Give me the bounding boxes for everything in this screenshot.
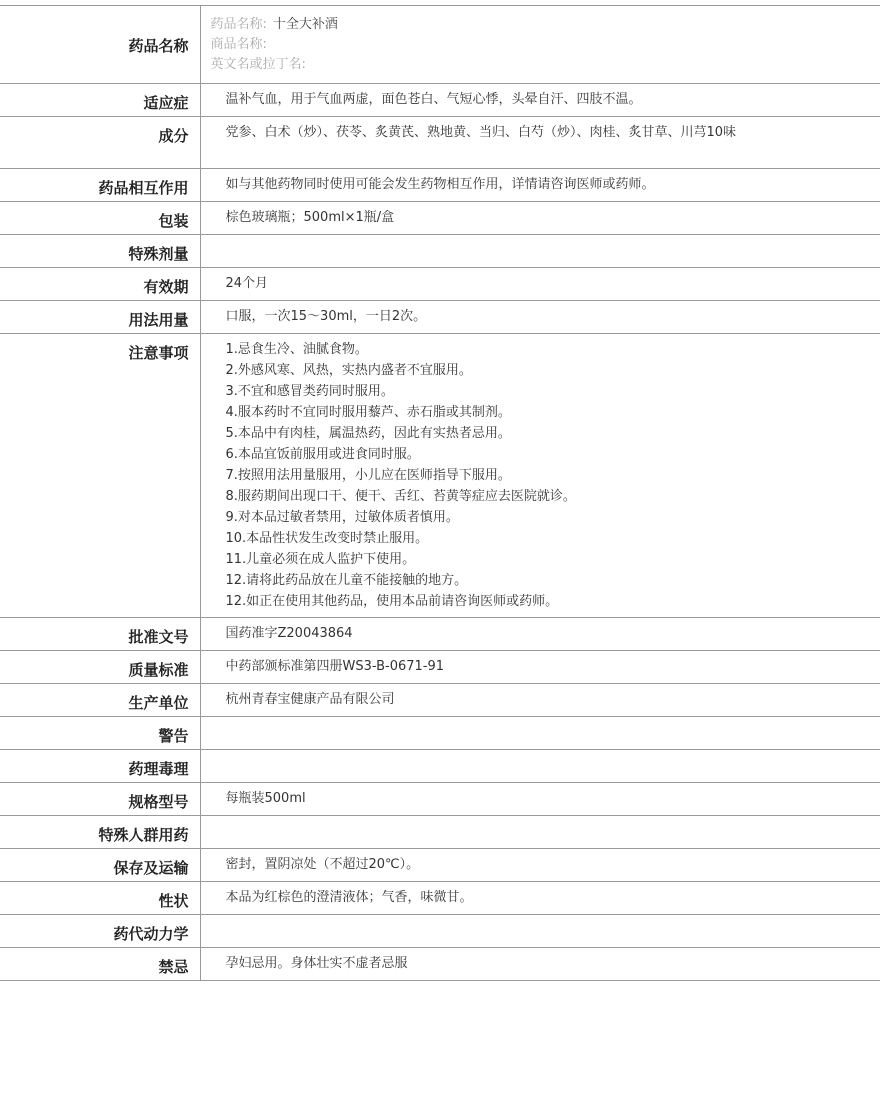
- row-label: 成分: [0, 117, 200, 169]
- row-precautions: [0, 334, 880, 618]
- row-label: 包装: [0, 202, 200, 235]
- row-drug-name: [0, 6, 880, 84]
- generic-name-line: [211, 15, 871, 35]
- row-label: 规格型号: [0, 783, 200, 816]
- row-label: 性状: [0, 882, 200, 915]
- row-ingredients: [0, 117, 880, 169]
- row-label: 批准文号: [0, 618, 200, 651]
- drug-spec-table: [0, 5, 880, 981]
- trade-name-key: 商品名称:: [210, 37, 267, 52]
- row-label: 禁忌: [0, 948, 200, 981]
- row-value: 口服，一次15～30ml，一日2次。: [200, 301, 880, 334]
- row-value: [200, 235, 880, 268]
- row-approval-number: [0, 618, 880, 651]
- row-indications: [0, 84, 880, 117]
- precaution-item: 7.按照用法用量服用，小儿应在医师指导下服用。: [225, 468, 511, 483]
- row-label: 药理毒理: [0, 750, 200, 783]
- row-shelf-life: [0, 268, 880, 301]
- row-storage-transport: [0, 849, 880, 882]
- row-value: 密封，置阴凉处（不超过20℃）。: [200, 849, 880, 882]
- row-value: 孕妇忌用。身体壮实不虚者忌服: [200, 948, 880, 981]
- row-value: 棕色玻璃瓶；500ml×1瓶/盒: [200, 202, 880, 235]
- row-specification: [0, 783, 880, 816]
- row-special-populations: [0, 816, 880, 849]
- row-label: 药代动力学: [0, 915, 200, 948]
- english-name-key: 英文名或拉丁名:: [210, 57, 306, 72]
- row-packaging: [0, 202, 880, 235]
- english-name-line: [211, 55, 871, 75]
- row-value: 中药部颁标准第四册WS3-B-0671-91: [200, 651, 880, 684]
- row-label: 药品相互作用: [0, 169, 200, 202]
- row-special-dosage: [0, 235, 880, 268]
- row-label: 警告: [0, 717, 200, 750]
- row-value: 24个月: [200, 268, 880, 301]
- precaution-item: 1.忌食生冷、油腻食物。: [225, 342, 368, 357]
- trade-name-line: [211, 35, 871, 55]
- row-value: 本品为红棕色的澄清液体；气香，味微甘。: [200, 882, 880, 915]
- row-description: [0, 882, 880, 915]
- row-value: [200, 717, 880, 750]
- precaution-item: 11.儿童必须在成人监护下使用。: [225, 552, 416, 567]
- generic-name-value: 十全大补酒: [272, 17, 338, 32]
- row-value: 温补气血，用于气血两虚，面色苍白、气短心悸，头晕自汗、四肢不温。: [200, 84, 880, 117]
- row-toxicology: [0, 750, 880, 783]
- precaution-item: 12.请将此药品放在儿童不能接触的地方。: [225, 573, 468, 588]
- precaution-item: 9.对本品过敏者禁用，过敏体质者慎用。: [225, 510, 459, 525]
- row-value: 党参、白术（炒）、茯苓、炙黄芪、熟地黄、当归、白芍（炒）、肉桂、炙甘草、川芎10味: [200, 117, 880, 169]
- precaution-item: 8.服药期间出现口干、便干、舌红、苔黄等症应去医院就诊。: [225, 489, 576, 504]
- precaution-item: 2.外感风寒、风热，实热内盛者不宜服用。: [225, 363, 472, 378]
- row-label: 生产单位: [0, 684, 200, 717]
- row-label: 特殊剂量: [0, 235, 200, 268]
- precaution-item: 10.本品性状发生改变时禁止服用。: [225, 531, 429, 546]
- row-label: 有效期: [0, 268, 200, 301]
- row-value: 国药准字Z20043864: [200, 618, 880, 651]
- row-contraindications: [0, 948, 880, 981]
- row-interactions: [0, 169, 880, 202]
- row-label: 保存及运输: [0, 849, 200, 882]
- row-value: 如与其他药物同时使用可能会发生药物相互作用，详情请咨询医师或药师。: [200, 169, 880, 202]
- row-value: 每瓶装500ml: [200, 783, 880, 816]
- row-label: 药品名称: [0, 6, 200, 84]
- row-value: [200, 915, 880, 948]
- row-quality-standard: [0, 651, 880, 684]
- row-value: [200, 750, 880, 783]
- row-label: 质量标准: [0, 651, 200, 684]
- row-label: 特殊人群用药: [0, 816, 200, 849]
- precaution-item: 5.本品中有肉桂，属温热药，因此有实热者忌用。: [225, 426, 511, 441]
- precaution-item: 4.服本药时不宜同时服用藜芦、赤石脂或其制剂。: [225, 405, 511, 420]
- drug-name-cell: [200, 6, 880, 84]
- precautions-list: [200, 334, 880, 618]
- row-manufacturer: [0, 684, 880, 717]
- generic-name-key: 药品名称:: [210, 17, 267, 32]
- row-usage-dosage: [0, 301, 880, 334]
- precaution-item: 3.不宜和感冒类药同时服用。: [225, 384, 394, 399]
- row-label: 用法用量: [0, 301, 200, 334]
- row-pharmacokinetics: [0, 915, 880, 948]
- row-label: 注意事项: [0, 334, 200, 618]
- row-warning: [0, 717, 880, 750]
- row-value: [200, 816, 880, 849]
- precaution-item: 6.本品宜饭前服用或进食同时服。: [225, 447, 420, 462]
- row-label: 适应症: [0, 84, 200, 117]
- row-value: 杭州青春宝健康产品有限公司: [200, 684, 880, 717]
- precaution-item: 12.如正在使用其他药品，使用本品前请咨询医师或药师。: [225, 594, 559, 609]
